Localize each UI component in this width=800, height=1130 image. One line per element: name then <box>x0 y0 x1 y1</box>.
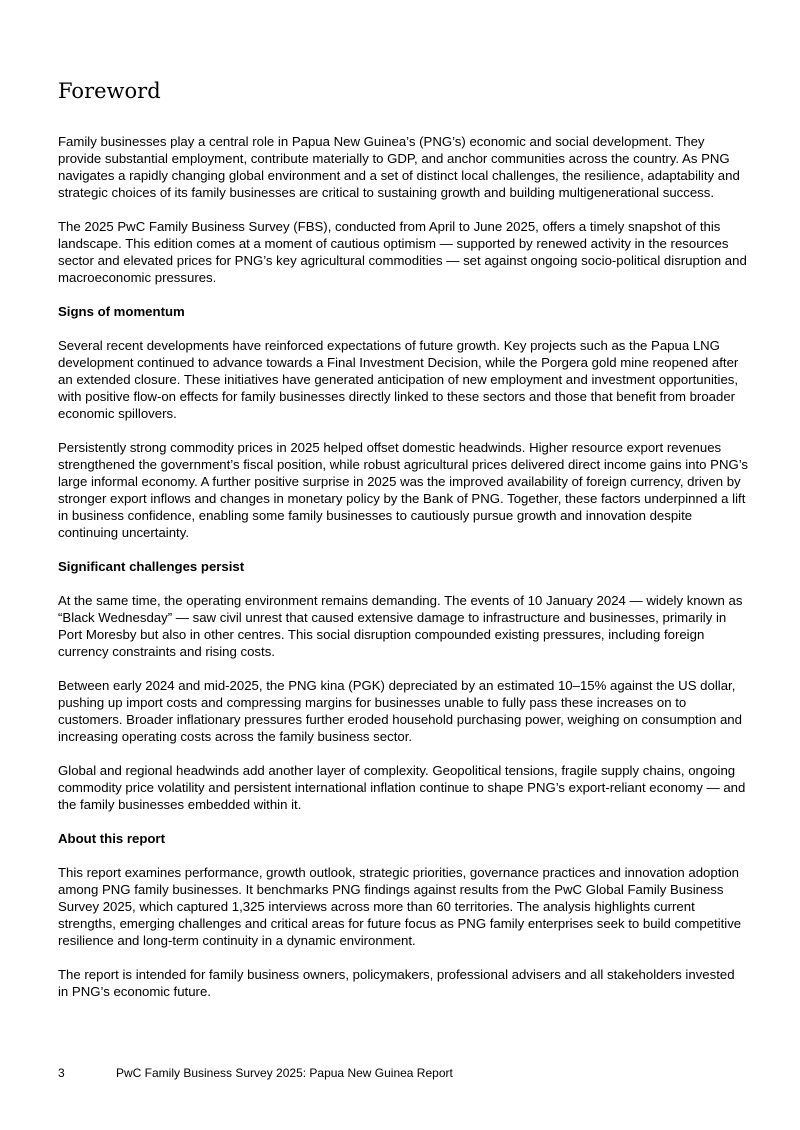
section-heading-challenges: Significant challenges persist <box>58 559 245 574</box>
section-heading-momentum: Signs of momentum <box>58 304 185 319</box>
challenges-paragraph-2: Between early 2024 and mid-2025, the PNG kina (PGK) depreciated by an estimated 10–15% against the US dollar, pushing up import costs and compressing margins for businesses unable to fully pass these increases on to customers. Broader inflationary pressures further eroded household purchasing power, weighing on consumption and increasing operating costs across the family business sector. <box>58 678 742 744</box>
challenges-paragraph-3: Global and regional headwinds add another layer of complexity. Geopolitical tensions, fragile supply chains, ongoing commodity price volatility and persistent international inflation continue to shape PNG’s export-reliant economy — and the family businesses embedded within it. <box>58 763 746 812</box>
challenges-paragraph-1: At the same time, the operating environment remains demanding. The events of 10 January 2024 — widely known as “Black Wednesday” — saw civil unrest that caused extensive damage to infrastructure and businesses, primarily in Port Moresby but also in other centres. This social disruption compounded existing pressures, including foreign currency constraints and rising costs. <box>58 593 743 659</box>
page-number: 3 <box>58 1066 65 1080</box>
page-title: Foreword <box>58 79 161 103</box>
intro-paragraph-2: The 2025 PwC Family Business Survey (FBS), conducted from April to June 2025, offers a timely snapshot of this landscape. This edition comes at a moment of cautious optimism — supported by renewed activity in the resources sector and elevated prices for PNG’s key agricultural commodities — set against ongoing socio-political disruption and macroeconomic pressures. <box>58 219 747 285</box>
momentum-paragraph-1: Several recent developments have reinforced expectations of future growth. Key projects such as the Papua LNG development continued to advance towards a Final Investment Decision, while the Porgera gold mine reopened after an extended closure. These initiatives have generated anticipation of new employment and investment opportunities, with positive flow-on effects for family businesses directly linked to these sectors and those that benefit from broader economic spillovers. <box>58 338 739 421</box>
about-paragraph-1: This report examines performance, growth outlook, strategic priorities, governance practices and innovation adoption among PNG family businesses. It benchmarks PNG findings against results from the PwC Global Family Business Survey 2025, which captured 1,325 interviews across more than 60 territories. The analysis highlights current strengths, emerging challenges and critical areas for future focus as PNG family enterprises seek to build competitive resilience and long-term continuity in a dynamic environment. <box>58 865 742 948</box>
footer-report-title: PwC Family Business Survey 2025: Papua New Guinea Report <box>116 1066 453 1080</box>
intro-paragraph-1: Family businesses play a central role in Papua New Guinea’s (PNG’s) economic and social development. They provide substantial employment, contribute materially to GDP, and anchor communities across the country. As PNG navigates a rapidly changing global environment and a set of distinct local challenges, the resilience, adaptability and strategic choices of its family businesses are critical to sustaining growth and building multigenerational success. <box>58 134 740 200</box>
section-heading-about: About this report <box>58 831 165 846</box>
about-paragraph-2: The report is intended for family business owners, policymakers, professional advisers and all stakeholders invested in PNG’s economic future. <box>58 967 735 999</box>
body-content <box>58 133 748 1017</box>
momentum-paragraph-2: Persistently strong commodity prices in 2025 helped offset domestic headwinds. Higher resource export revenues strengthened the government’s fiscal position, while robust agricultural prices delivered direct income gains into PNG’s large informal economy. A further positive surprise in 2025 was the improved availability of foreign currency, driven by stronger export inflows and changes in monetary policy by the Bank of PNG. Together, these factors underpinned a lift in business confidence, enabling some family businesses to cautiously pursue growth and innovation despite continuing uncertainty. <box>58 440 749 540</box>
